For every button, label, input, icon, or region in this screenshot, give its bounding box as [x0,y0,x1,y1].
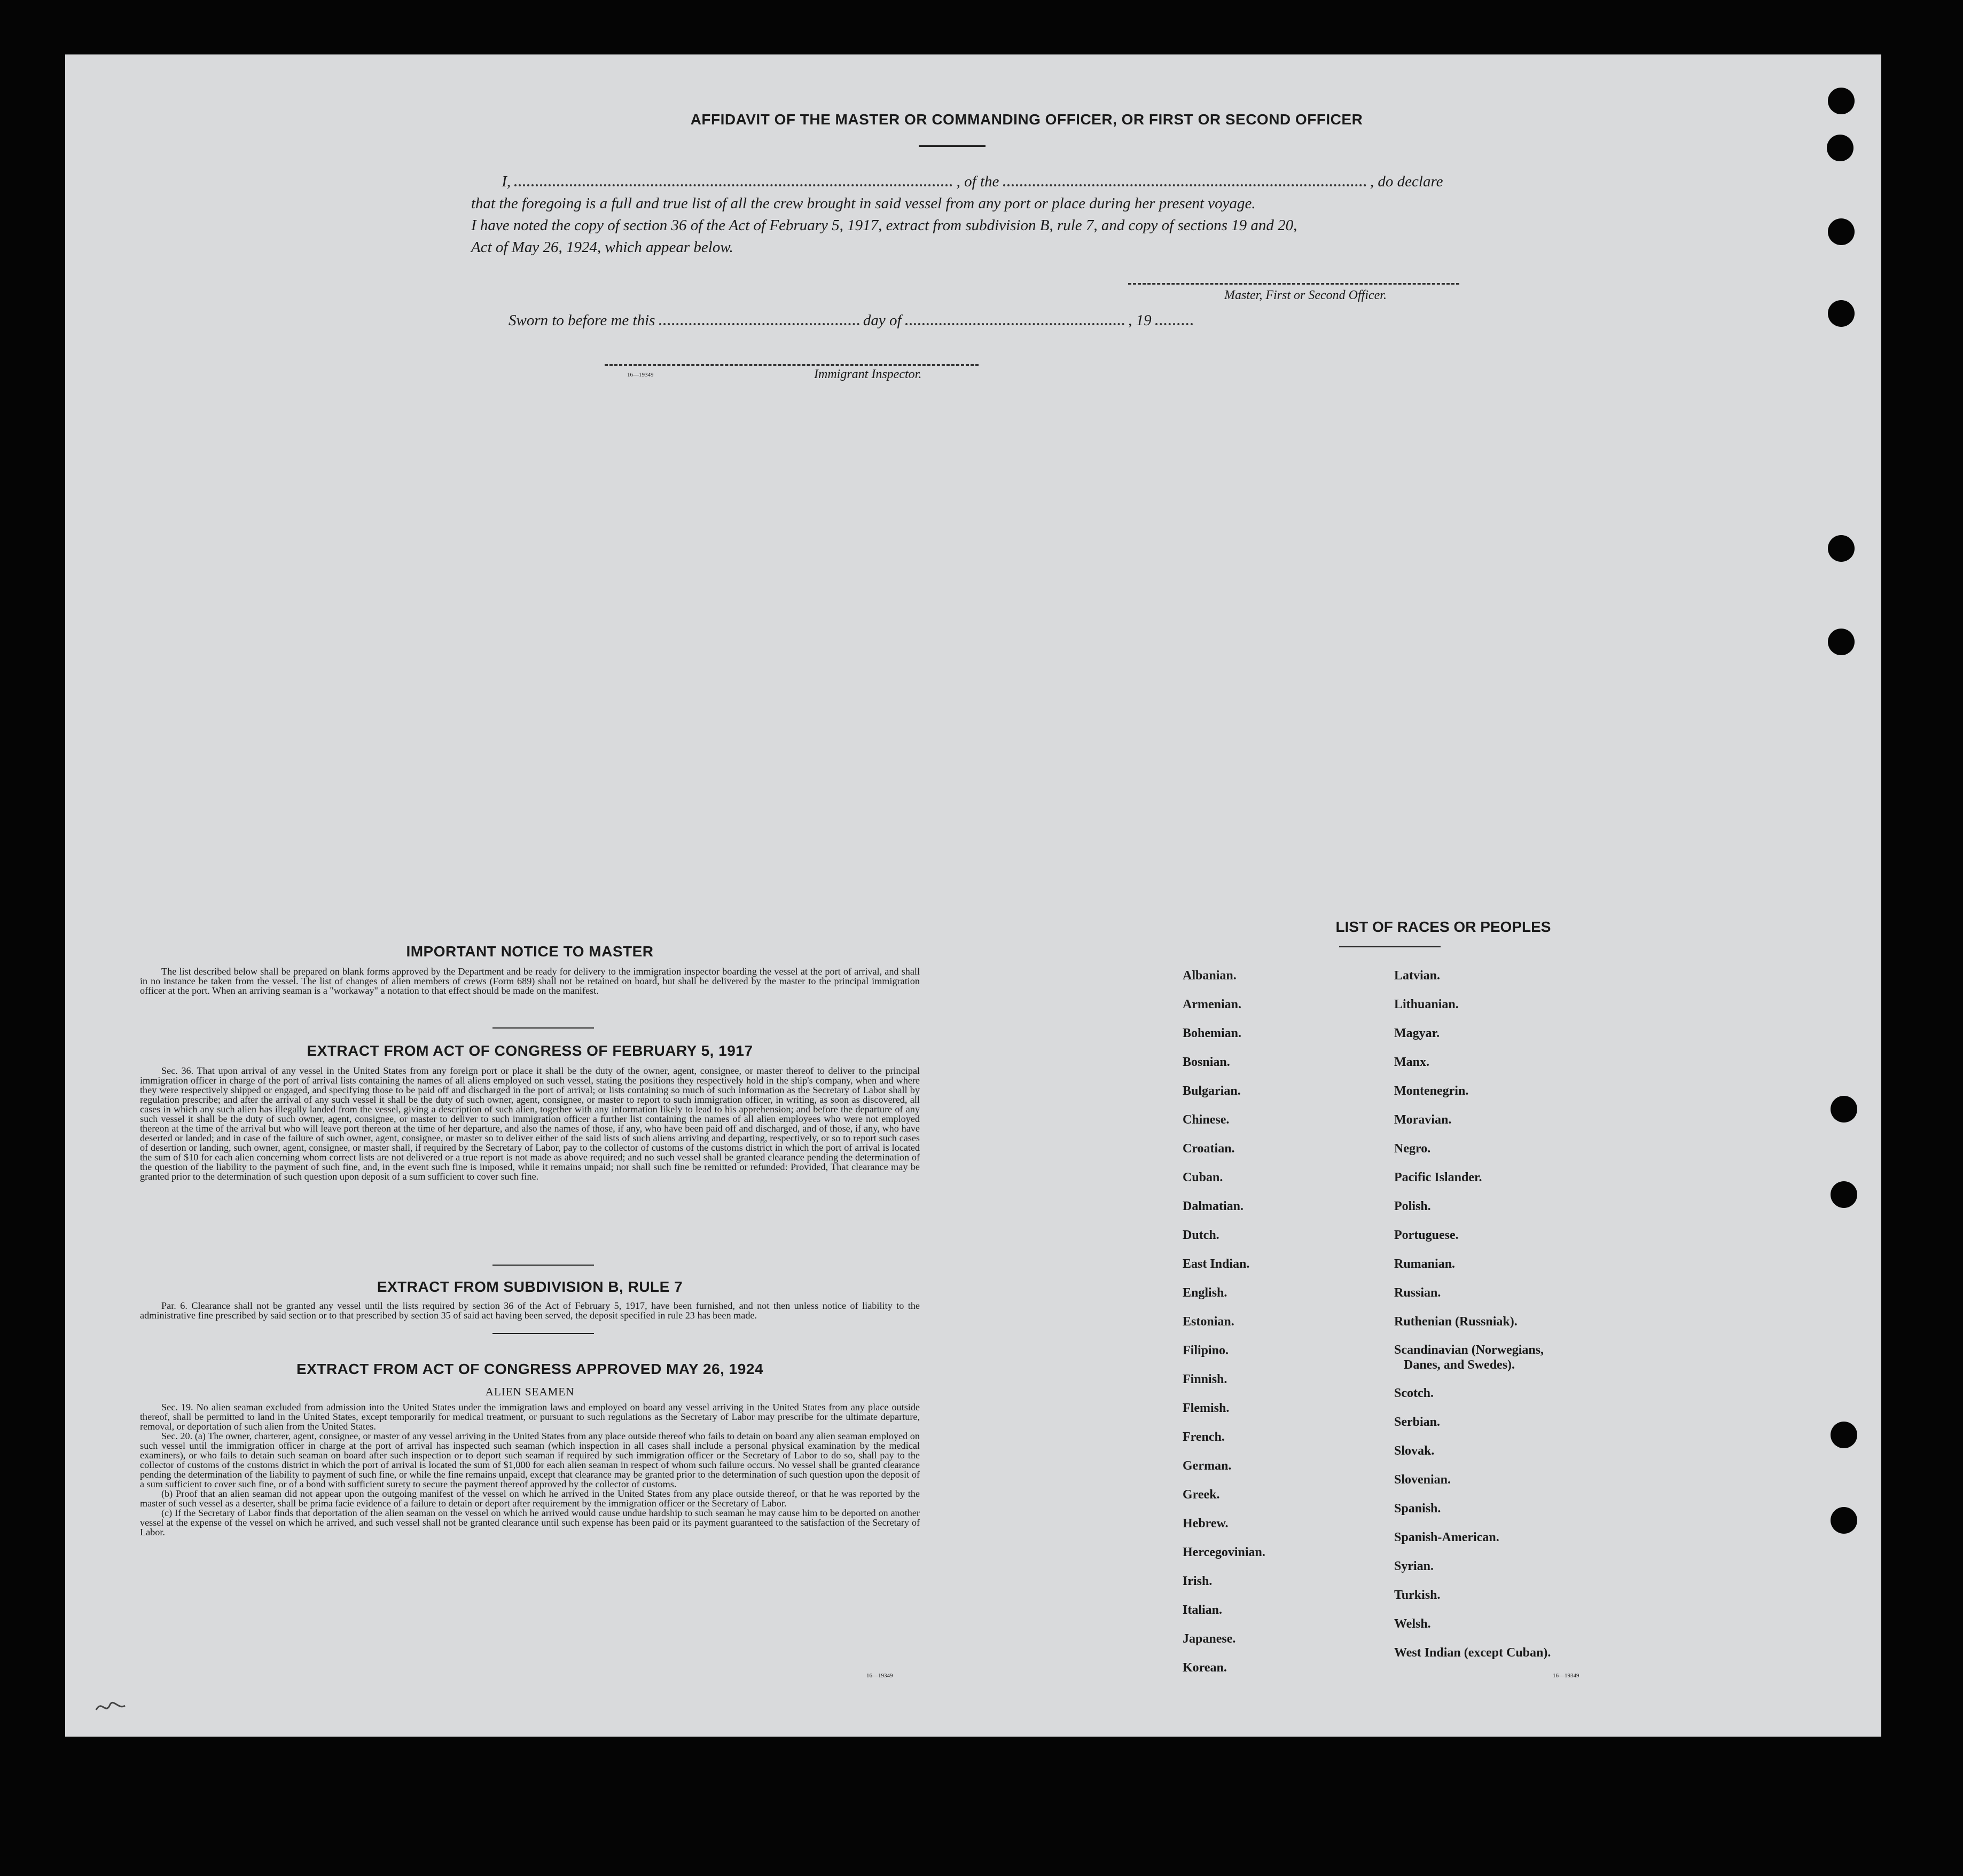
race-item: Slovak. [1394,1444,1435,1458]
punch-hole [1828,88,1855,114]
notice-paragraph: The list described below shall be prepared on blank forms approved by the Department and be ready for delivery to the immigration inspector boarding the vessel at the port of arrival, and shall in no instance be taken from the vessel. The list of changes of alien members of crews (Form 689) shall not be retained on board, but shall be delivered by the master to the principal immigration officer at the port. When an arriving seaman is a "workaway" a notation to that effect should be made on the manifest. [140,966,920,996]
punch-hole [1831,1507,1857,1534]
race-item: Korean. [1183,1661,1227,1675]
race-item: Scandinavian (Norwegians, [1394,1343,1544,1357]
race-item: Dalmatian. [1183,1199,1244,1213]
race-item: Bosnian. [1183,1055,1230,1069]
race-item: Moravian. [1394,1113,1452,1127]
punch-hole [1828,629,1855,655]
race-item: East Indian. [1183,1257,1250,1271]
sworn-day-field[interactable] [659,318,859,325]
race-item: Spanish. [1394,1502,1441,1516]
section-divider [492,1027,594,1029]
race-item: Spanish-American. [1394,1530,1499,1544]
race-item: Montenegrin. [1394,1084,1469,1098]
race-item: Slovenian. [1394,1473,1451,1487]
race-item: Flemish. [1183,1401,1230,1415]
race-item: Russian. [1394,1286,1441,1300]
extract-form-number: 16—19349 [866,1673,893,1679]
year-label: , 19 [1128,312,1152,329]
race-item: Irish. [1183,1574,1213,1588]
race-item: Syrian. [1394,1559,1434,1573]
section-divider [492,1265,594,1266]
race-item: Dutch. [1183,1228,1219,1242]
race-item: Rumanian. [1394,1257,1456,1271]
master-signature-line[interactable] [1128,283,1459,285]
race-item: Hercegovinian. [1183,1545,1265,1559]
punch-hole [1828,218,1855,245]
extract-1924-text [140,1402,920,1537]
race-item: Greek. [1183,1488,1220,1502]
race-item: Lithuanian. [1394,998,1459,1011]
day-of-label: day of [863,312,902,329]
sworn-line [509,310,1193,332]
race-item: Negro. [1394,1142,1431,1156]
race-item: Polish. [1394,1199,1431,1213]
race-item: Magyar. [1394,1026,1440,1040]
races-column-1 [1183,961,1265,1682]
race-item: Bulgarian. [1183,1084,1241,1098]
rule7-paragraph: Par. 6. Clearance shall not be granted any vessel until the lists required by section 36 of the Act of February 5, 1917, have been furnished, and not then unless notice of liability to the administrative fine prescribed by said section or to that prescribed by section 35 of said act having been served, the deposit specified in rule 23 has been made. [140,1300,920,1321]
decl-i: I, [502,173,511,190]
sec20b-paragraph: (b) Proof that an alien seaman did not appear upon the outgoing manifest of the vessel on which he arrived in the United States from any place outside thereof, or that he was reported by the master of such vessel as a deserter, shall be prima facie evidence of a failure to detain or deport after requirement by the immigration officer or the Secretary of Labor. [140,1488,920,1509]
race-item: Danes, and Swedes). [1404,1358,1515,1372]
punch-hole [1827,135,1853,161]
races-column-2 [1394,961,1551,1667]
sworn-year-field[interactable] [1155,318,1193,325]
extract-1917-text [140,1066,920,1181]
rule7-text [140,1301,920,1320]
extract-1917-title: EXTRACT FROM ACT OF CONGRESS OF FEBRUARY 5, 1917 [307,1042,753,1059]
race-item: Estonian. [1183,1315,1234,1329]
race-item: French. [1183,1430,1225,1444]
race-item: Japanese. [1183,1632,1236,1646]
race-item: Latvian. [1394,969,1441,983]
race-item: Finnish. [1183,1372,1227,1386]
sworn-month-field[interactable] [905,318,1124,325]
race-item: Serbian. [1394,1415,1441,1429]
race-item: Ruthenian (Russniak). [1394,1315,1518,1329]
races-title: LIST OF RACES OR PEOPLES [1335,919,1551,935]
race-item: Albanian. [1183,969,1237,983]
sworn-label: Sworn to before me this [509,312,655,329]
race-item: Hebrew. [1183,1517,1229,1530]
decl-do-declare: , do declare [1370,173,1443,190]
inspector-signature-line[interactable] [605,364,979,366]
title-underline [919,145,986,147]
sec20c-paragraph: (c) If the Secretary of Labor finds that deportation of the alien seaman on the vessel on which he arrived would cause undue hardship to such seaman he may cause him to be deported on another vessel at the expense of the vessel on which he arrived, and such vessel shall not be granted clearance until such expense has been paid or its payment guaranteed to the satisfaction of the Secretary of Labor. [140,1508,920,1537]
races-form-number: 16—19349 [1553,1673,1579,1679]
race-item: Filipino. [1183,1344,1229,1357]
race-item: Croatian. [1183,1142,1235,1156]
sec19-paragraph: Sec. 19. No alien seaman excluded from admission into the United States under the immigration laws and employed on board any vessel arriving in the United States from any place outside thereof, shall be permitted to land in the United States, except temporarily for medical treatment, or pursuant to such regulations as the Secretary of Labor may prescribe for the ultimate departure, removal, or deportation of such alien from the United States. [140,1402,920,1432]
affidavit-declaration [471,171,1491,258]
race-item: Scotch. [1394,1386,1434,1400]
extract-1917-paragraph: Sec. 36. That upon arrival of any vessel in the United States from any foreign port or place it shall be the duty of the owner, agent, consignee, or master thereof to deliver to the principal immigration officer in charge of the port of arrival lists containing the names of all aliens employed on such vessel, stating the positions they respectively hold in the ship's company, when and where they were respectively shipped or engaged, and specifying those to be paid off and discharged in the port of arrival; or lists containing so much of such information as the Secretary of Labor shall by regulation prescribe; and after the arrival of any such vessel it shall be the duty of such owner, agent, consignee, or master to report to such immigration officer, in writing, as soon as discovered, all cases in which any such alien has illegally landed from the vessel, giving a description of such alien, together with any information likely to lead to his apprehension; and before the departure of any such vessel it shall be the duty of such owner, agent, consignee, or master to deliver to such immigration officer a further list containing the names of all alien employees who were not employed thereon at the time of the arrival but who will leave port thereon at the time of her departure, and also the names of those, if any, who have been paid off and discharged, and of those, if any, who have deserted or landed; and in case of the failure of such owner, agent, consignee, or master so to deliver either of the said lists of such aliens arriving and departing, respectively, or so to report such cases of desertion or landing, such owner, agent, consignee, or master shall, if required by the Secretary of Labor, pay to the collector of customs of the customs district in which the port of arrival is located the sum of $10 for each alien concerning whom correct lists are not delivered or a true report is not made as above required; and no such vessel shall be granted clearance pending the determination of the question of the liability to the payment of such fine, and, in the event such fine is imposed, while it remains unpaid; nor shall such fine be remitted or refunded: Provided, That clearance may be granted prior to the determination of such question upon deposit of a sum sufficient to cover such fine. [140,1065,920,1182]
decl-line-4: Act of May 26, 1924, which appear below. [471,239,733,256]
race-item: Armenian. [1183,998,1241,1011]
affidavit-form-number: 16—19349 [627,372,654,378]
race-item: English. [1183,1286,1227,1300]
rule7-title: EXTRACT FROM SUBDIVISION B, RULE 7 [377,1278,683,1295]
race-item: Italian. [1183,1603,1223,1617]
master-signature-caption: Master, First or Second Officer. [1224,288,1387,302]
extract-1924-title: EXTRACT FROM ACT OF CONGRESS APPROVED MAY 26, 1924 [296,1361,763,1377]
races-title-underline [1339,946,1441,947]
race-item: Welsh. [1394,1617,1431,1631]
pencil-mark-icon [92,1694,129,1721]
punch-hole [1831,1422,1857,1448]
decl-of-the: , of the [956,173,999,190]
sec20a-paragraph: Sec. 20. (a) The owner, charterer, agent, consignee, or master of any vessel arriving in the United States from any place outside thereof who fails to detain on board any alien seaman employed on such vessel until the immigration officer in charge at the port of arrival has inspected such seaman (which inspection in all cases shall include a personal physical examination by the medical examiners), or who fails to detain such seaman on board after such inspection or to deport such seaman if required by such immigration officer or the Secretary of Labor to do so, shall pay to the collector of customs of the customs district in which the port of arrival is located the sum of $1,000 for each alien seaman in respect of whom such failure occurs. No vessel shall be granted clearance pending the determination of the liability to payment of such fine, or while the fine remains unpaid, except that clearance may be granted prior to the determination of such question upon the deposit of a sum sufficient to cover such fine, or of a bond with sufficient surety to secure the payment thereof approved by the collector of customs. [140,1431,920,1489]
punch-hole [1831,1096,1857,1123]
punch-hole [1828,300,1855,327]
race-item: Manx. [1394,1055,1429,1069]
decl-line-3: I have noted the copy of section 36 of the Act of February 5, 1917, extract from subdivision B, rule 7, and copy of sections 19 and 20, [471,217,1297,234]
race-item: Cuban. [1183,1171,1223,1184]
race-item: Turkish. [1394,1588,1441,1602]
punch-hole [1831,1181,1857,1208]
race-item: West Indian (except Cuban). [1394,1646,1551,1660]
decl-line-2: that the foregoing is a full and true list of all the crew brought in said vessel from any port or place during her present voyage. [471,195,1256,212]
alien-seamen-subtitle: ALIEN SEAMEN [485,1385,575,1398]
name-field[interactable] [514,179,952,186]
vessel-field[interactable] [1003,179,1366,186]
race-item: Pacific Islander. [1394,1171,1482,1184]
race-item: German. [1183,1459,1232,1473]
punch-hole [1828,535,1855,562]
race-item: Portuguese. [1394,1228,1459,1242]
inspector-caption: Immigrant Inspector. [814,367,922,381]
section-divider [492,1333,594,1334]
notice-title: IMPORTANT NOTICE TO MASTER [406,943,654,960]
race-item: Bohemian. [1183,1026,1242,1040]
affidavit-title: AFFIDAVIT OF THE MASTER OR COMMANDING OFFICER, OR FIRST OR SECOND OFFICER [690,111,1363,128]
race-item: Chinese. [1183,1113,1230,1127]
notice-text [140,967,920,995]
document-sheet [65,54,1881,1737]
